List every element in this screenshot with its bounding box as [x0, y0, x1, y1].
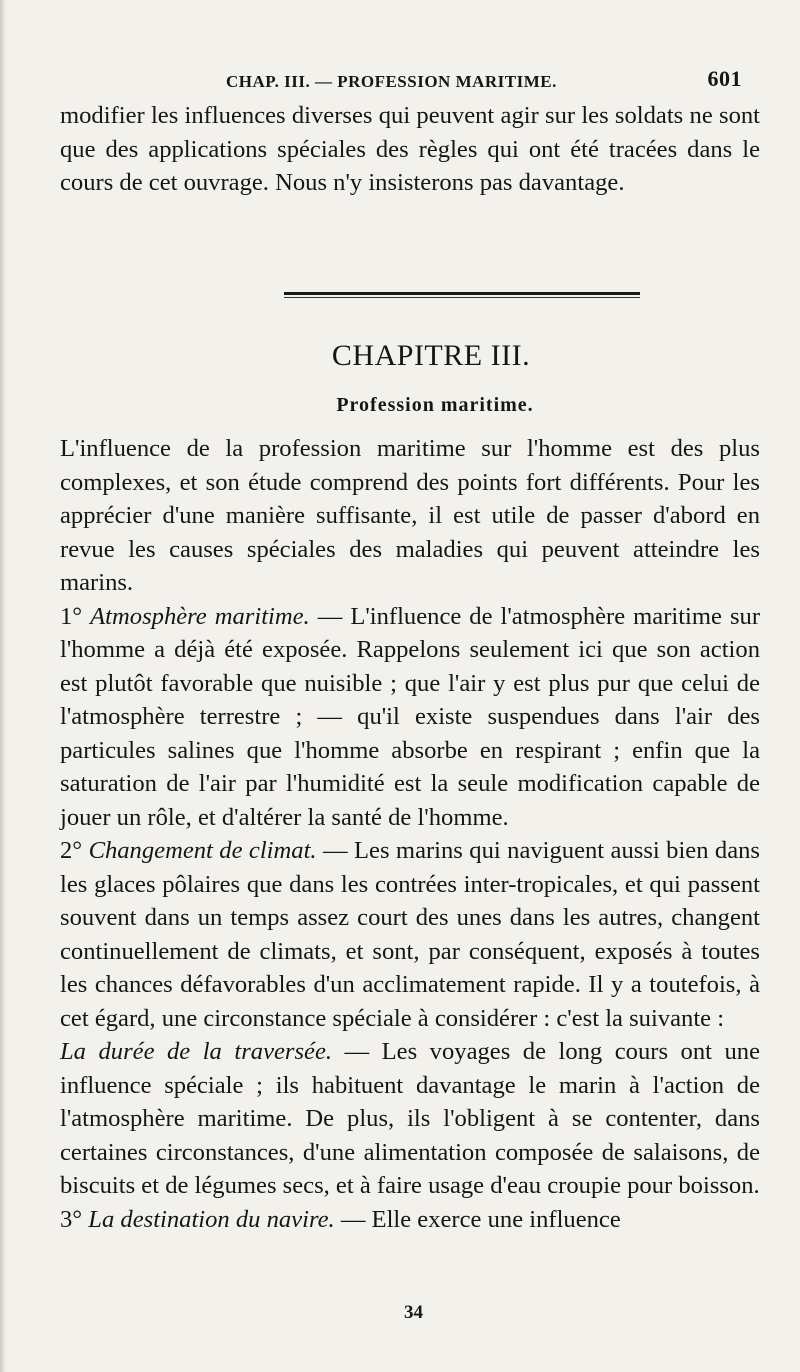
paragraph-text: — Les voyages de long cours ont une influence spéciale ; ils habituent davantage le marin à l'action de l'atmosphère maritime. De plus, ils l'obligent à se contenter, dans certaines circonstances, d'une alimentation composée de salaisons, de biscuits et de légumes secs, et à faire usage d'eau croupie pour boisson. — [60, 1038, 760, 1199]
paragraph — [60, 600, 760, 835]
paragraph-heading: Atmosphère maritime. — [90, 602, 318, 630]
page-number: 601 — [707, 66, 742, 91]
paragraph — [60, 1203, 760, 1237]
running-header — [226, 66, 742, 96]
paragraph — [60, 432, 760, 600]
intro-text — [60, 99, 760, 200]
signature-mark: 34 — [404, 1302, 423, 1323]
running-title: CHAP. III. — PROFESSION MARITIME. — [226, 72, 557, 91]
paragraph — [60, 1035, 760, 1203]
section-divider — [284, 292, 640, 295]
chapter-title: CHAPITRE III. — [331, 339, 531, 372]
paragraph-number: 3° — [60, 1205, 89, 1233]
paragraph-text: — Les marins qui naviguent aussi bien dans les glaces pôlaires que dans les contrées inter-tropicales, et qui passent souvent dans un temps assez court des unes dans les autres, changent continuellement de climats, et sont, par conséquent, exposés à toutes les chances défavorables d'un acclimatement rapide. Il y a toutefois, à cet égard, une circonstance spéciale à considérer : c'est la suivante : — [60, 837, 761, 1032]
paragraph-number: 1° — [60, 602, 91, 630]
page-binding-edge — [0, 0, 6, 1372]
paragraph-text: — L'influence de l'atmosphère maritime sur l'homme a déjà été exposée. Rappelons seulement ici que son action est plutôt favorable que nuisible ; que l'air y est plus pur que celui de l'atmosphère terrestre ; — qu'il existe suspendues dans l'air des particules salines que l'homme absorbe en respirant ; enfin que la saturation de l'air par l'humidité est la seule modification capable de jouer un rôle, et d'altérer la santé de l'homme. — [60, 602, 761, 831]
paragraph-heading: La durée de la traversée. — [60, 1038, 345, 1065]
paragraph-heading: La destination du navire. — [88, 1205, 341, 1233]
paragraph-text: — Elle exerce une influence — [340, 1205, 621, 1233]
paragraph-text: L'influence de la profession maritime sur l'homme est des plus complexes, et son étude comprend des points fort différents. Pour les apprécier d'une manière suffisante, il est utile de passer d'abord en revue les causes spéciales des maladies qui peuvent atteindre les marins. — [60, 435, 760, 596]
chapter-body — [60, 432, 760, 1236]
paragraph — [60, 834, 760, 1035]
paragraph-number: 2° — [60, 837, 89, 864]
intro-paragraph: modifier les influences diverses qui peuvent agir sur les soldats ne sont que des applications spéciales des règles qui ont été tracées dans le cours de cet ouvrage. Nous n'y insisterons pas davantage. — [60, 102, 760, 196]
paragraph-heading: Changement de climat. — [88, 837, 323, 864]
chapter-subtitle: Profession maritime. — [336, 394, 534, 416]
